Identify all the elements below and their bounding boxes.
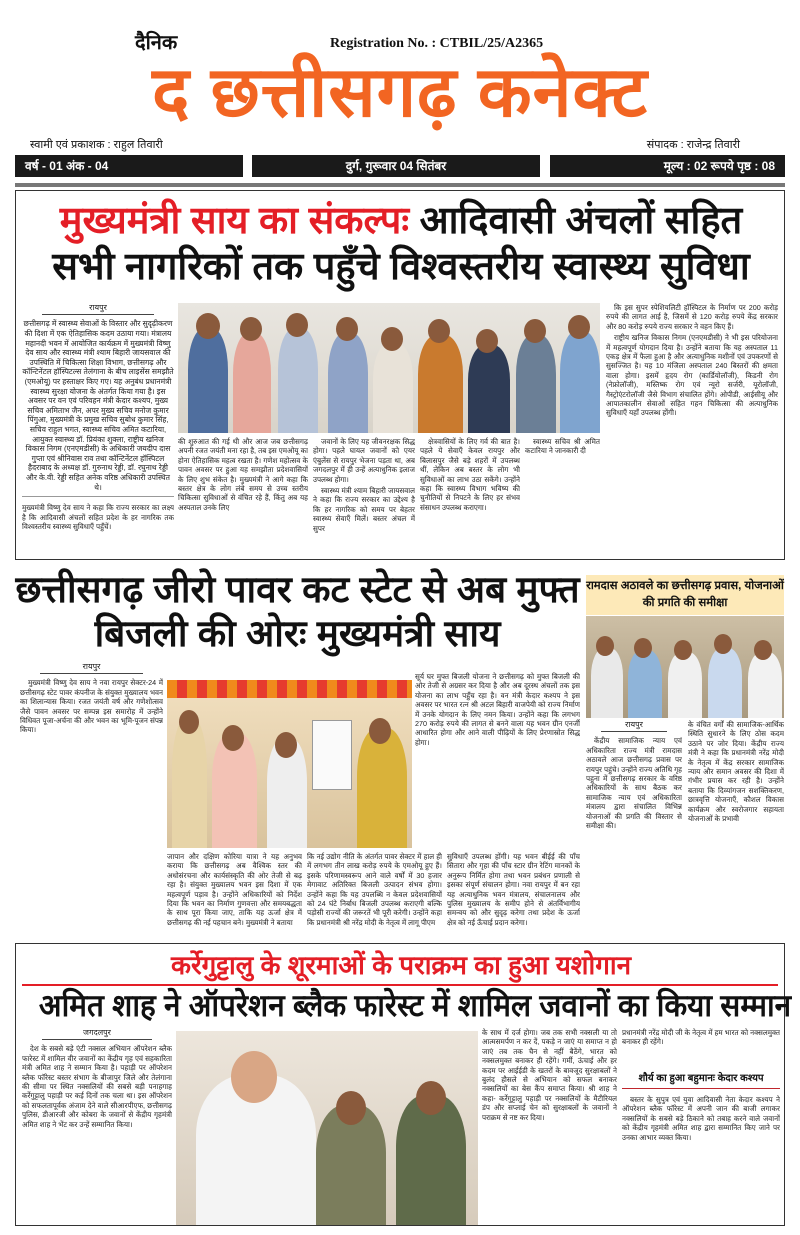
sidebar-title: रामदास अठावले का छत्तीसगढ़ प्रवास, योजनाओं की प्रगति की समीक्षा: [586, 575, 784, 615]
paragraph: स्वास्थ्य मंत्री श्याम बिहारी जायसवाल ने कहा कि राज्य सरकार का उद्देश्य है कि हर नागरिक को समय पर बेहतर स्वास्थ्य सेवाएँ मिलें। बस्तर अंचल में सुपर: [313, 486, 415, 533]
paragraph: कि इस सुपर स्पेशियलिटी हॉस्पिटल के निर्माण पर 200 करोड़ रुपये की लागत आई है, जिसमें से 120 करोड़ रुपये केंद्र सरकार और 80 करोड़ रुपये राज्य सरकार ने वहन किए हैं।: [606, 303, 778, 331]
newspaper-title: द छत्तीसगढ़ कनेक्ट: [152, 53, 648, 131]
paragraph: जवानों के लिए यह जीवनरक्षक सिद्ध होगा। पहले घायल जवानों को एयर एंबुलेंस से रायपुर भेजना पड़ता था, अब जगदलपुर में ही उन्हें अत्याधुनिक इलाज उपलब्ध होगा।: [313, 437, 415, 484]
headline-main: आदिवासी अंचलों सहित सभी नागरिकों तक पहुँचे विश्वस्तरीय स्वास्थ्य सुविधा: [52, 200, 750, 288]
photo-amit-shah-honor: [176, 1031, 478, 1225]
paragraph: केंद्रीय सामाजिक न्याय एवं अधिकारिता राज्य मंत्री रामदास अठावले आज छत्तीसगढ़ प्रवास पर रायपुर पहुंचे। उन्होंने राज्य अतिथि गृह पहुना में छत्तीसगढ़ सरकार के वरिष्ठ अधिकारियों के साथ बैठक कर सामाजिक न्याय एवं अधिकारिता मंत्रालय द्वारा संचालित विभिन्न योजनाओं की प्रगति की विस्तार से समीक्षा की।: [586, 736, 682, 831]
divider: [15, 183, 785, 187]
sidebar-col-2: के वंचित वर्गों की सामाजिक-आर्थिक स्थिति सुधारने के लिए ठोस कदम उठाने पर जोर दिया। केंद्रीय राज्य मंत्री ने कहा कि प्रधानमंत्री नरेंद्र मोदी के नेतृत्व में केंद्र सरकार सामाजिक न्याय और समान अवसर की दिशा में गंभीर प्रयास कर रही है। उन्होंने बताया कि दिव्यांगजन सशक्तिकरण, छात्रवृत्ति योजनाएँ, कौशल विकास कार्यक्रम और स्वरोजगार सहायता योजनाओं के प्रभावी: [688, 720, 784, 824]
story-health-headline: [36, 199, 766, 290]
story-operation: [15, 943, 792, 1226]
dateline: जगदलपुर: [42, 1028, 152, 1040]
dateline: रायपुर: [42, 303, 154, 315]
story-power-left-col: [20, 662, 163, 932]
column-text: सुविधाएँ उपलब्ध होंगी। यह भवन बीईई की पाँच सितारा और गृहा की पाँच स्टार ग्रीन रेटिंग मानकों के अनुरूप निर्मित होगा तथा भवन प्रबंधन प्रणाली से इसका संपूर्ण संचालन होगा। नवा रायपुर में बन रहा यह अत्याधुनिक भवन मंत्रालय, संचालनालय और पुलिस मुख्यालय के समीप होने से अंतर्विभागीय समन्वय को और सुदृढ़ करेगा तथा प्रदेश के ऊर्जा क्षेत्र को नई ऊँचाई प्रदान करेगा।: [447, 852, 580, 927]
dateline: रायपुर: [601, 720, 667, 732]
paragraph: राष्ट्रीय खनिज विकास निगम (एनएमडीसी) ने भी इस परियोजना में महत्वपूर्ण योगदान दिया है। उन्होंने बताया कि यह अस्पताल 11 एकड़ क्षेत्र में फैला हुआ है और अत्याधुनिक मशीनों एवं उपकरणों से सुसज्जित है। यह 10 मंजिला अस्पताल 240 बिस्तरों की क्षमता वाला होगा। इसमें हृदय रोग (कार्डियोलॉजी), किडनी रोग (नेफ्रोलॉजी), मस्तिष्क रोग एवं न्यूरो सर्जरी, यूरोलॉजी, गैस्ट्रोएंटरोलॉजी जैसे विभाग संचालित होंगे। ओपीडी, आईसीयू और आपातकालीन सेवाओं सहित गहन चिकित्सा की अत्याधुनिक सुविधाएँ यहाँ उपलब्ध होंगी।: [606, 333, 778, 418]
paragraph: देश के सबसे बड़े एंटी नक्सल अभियान ऑपरेशन ब्लैक फारेस्ट में शामिल वीर जवानों का केंद्रीय गृह एवं सहकारिता मंत्री अमित शाह ने सम्मान किया है। पहाड़ी पर ऑपरेशन ब्लैक फॉरेस्ट बस्तर संभाग के बीजापुर जिले और तेलंगाना की सीमा पर स्थित नक्सलियों की सबसे बड़ी पनाहगाह कर्रेगुट्टालु पहाड़ी पर कई दिनों तक चला था। इस ऑपरेशन को सफलतापूर्वक अंजाम देने वाले सीआरपीएफ, छत्तीसगढ़ पुलिस, डीआरजी और कोबरा के जवानों से केंद्रीय गृहमंत्री अमित शाह ने भेंट कर उन्हें सम्मानित किया।: [22, 1044, 172, 1129]
subheading: शौर्य का हुआ बहुमानः केदार कश्यप: [622, 1072, 780, 1089]
registration-number: Registration No. : CTBIL/25/A2365: [330, 36, 544, 51]
column-text: [420, 437, 520, 555]
story-operation-mid-col: के साथ में दर्ज होगा। जब तक सभी नक्सली या तो आत्मसमर्पण न कर दें, पकड़े न जाएं या समाप्त न हो जाएं तब तक चैन से नहीं बैठेंगे, भारत को नक्सलमुक्त बनाकर ही रहेंगे। गर्मी, ऊंचाई और हर कदम पर आईईडी के खतरों के बावजूद सुरक्षाबलों ने बुलंद हौसले से अभियान को सफल बनाकर नक्सलियों का बेस कैंप समाप्त किया। श्री शाह ने कहा- कर्रेगुट्टालु पहाड़ी पर नक्सलियों के मैटीरियल डंप और सप्लाई चेन को सुरक्षाबलों के जवानों ने पराक्रम से नष्ट कर दिया।: [482, 1028, 617, 1122]
story-power-right-col: सूर्य घर मुफ्त बिजली योजना ने छत्तीसगढ़ को मुफ्त बिजली की ओर तेजी से अग्रसर कर दिया है और अब दूरस्थ अंचलों तक इस योजना का लाभ पहुँच रहा है। वन मंत्री केदार कश्यप ने इस अवसर पर भारत रत्न श्री अटल बिहारी वाजपेयी को राज्य निर्माण में उनके योगदान के लिए नमन किया। उन्होंने कहा कि लगभग 270 करोड़ रुपये की लागत से बनने वाला यह भवन ग्रीन एनर्जी आधारित होगा और आने वाली पीढ़ियों के लिए प्रेरणास्रोत सिद्ध होगा।: [415, 672, 580, 747]
story-operation-right-col: [622, 1028, 780, 1222]
date-info: दुर्ग, गुरूवार 04 सितंबर: [252, 155, 540, 177]
masthead-prefix: दैनिक: [135, 32, 178, 54]
right-column: [606, 303, 778, 555]
photo-mou-signing: [178, 303, 600, 433]
story-health: [15, 190, 785, 560]
paragraph: क्षेत्रवासियों के लिए गर्व की बात है। पहले ये सेवाएँ केवल रायपुर और बिलासपुर जैसे बड़े शहरों में उपलब्ध थीं, लेकिन अब बस्तर के लोग भी सुविधाओं का लाभ उठा सकेंगे। उन्होंने कहा कि स्वास्थ्य विभाग भविष्य की चुनौतियों से निपटने के लिए हर संभव संसाधन उपलब्ध कराएगा।: [420, 437, 520, 512]
story-operation-kicker: कर्रेगुट्टालु के शूरमाओं के पराक्रम का हुआ यशोगान: [170, 950, 631, 980]
paragraph: मुख्यमंत्री विष्णु देव साय ने नवा रायपुर सेक्टर-24 में छत्तीसगढ़ स्टेट पावर कंपनीज के संयुक्त मुख्यालय भवन का शिलान्यास किया। रजत जयंती वर्ष और गणेशोत्सव जैसे पावन अवसर पर सम्पन्न इस समारोह में उन्होंने विधिवत पूजा-अर्चना की और भवन का भूमि-पूजन संपन्न किया।: [20, 678, 163, 735]
story-operation-headline-wrap: [22, 987, 792, 1025]
column-text: [313, 437, 415, 555]
sidebar-col-1: [586, 720, 682, 932]
paragraph: प्रधानमंत्री नरेंद्र मोदी जी के नेतृत्व में हम भारत को नक्सलमुक्त बनाकर ही रहेंगे।: [622, 1028, 780, 1047]
dateline: रायपुर: [40, 662, 143, 674]
column-text: कि नई उद्योग नीति के अंतर्गत पावर सेक्टर में हाल ही में लगभग तीन लाख करोड़ रुपये के एमओयू हुए हैं। इसके परिणामस्वरूप आने वाले वर्षों में 30 हजार मेगावाट अतिरिक्त बिजली उत्पादन संभव होगा। उन्होंने कहा कि यह उपलब्धि न केवल प्रदेशवासियों को 24 घंटे निर्बाध बिजली उपलब्ध कराएगी बल्कि पड़ोसी राज्यों की जरूरतें भी पूरी करेगी। उन्होंने कहा कि प्रधानमंत्री श्री नरेंद्र मोदी के नेतृत्व में लागू पीएम: [307, 852, 442, 927]
story-operation-kicker-wrap: [26, 950, 776, 981]
kicker-rule: [22, 984, 778, 986]
paragraph: स्वास्थ्य सचिव श्री अमित कटारिया ने जानकारी दी: [525, 437, 600, 456]
lead-paragraph: छत्तीसगढ़ में स्वास्थ्य सेवाओं के विस्तार और सुदृढ़ीकरण की दिशा में एक ऐतिहासिक कदम उठाया गया। मंत्रालय महानदी भवन में आयोजित कार्यक्रम में मुख्यमंत्री विष्णु देव साय और स्वास्थ्य मंत्री श्याम बिहारी जायसवाल की उपस्थिति में चिकित्सा शिक्षा विभाग, छत्तीसगढ़ और कॉन्टिनेंटल हॉस्पिटल्स तेलंगाना के बीच लाइसेंस समझौते (एमओयू) पर हस्ताक्षर किए गए। यह अनुबंध प्रधानमंत्री स्वास्थ्य सुरक्षा योजना के अंतर्गत किया गया है। इस अवसर पर वन एवं परिवहन मंत्री केदार कश्यप, मुख्य सचिव अमिताभ जैन, अपर मुख्य सचिव मनोज कुमार पिंगुआ, मुख्यमंत्री के प्रमुख सचिव सुबोध कुमार सिंह, सचिव राहुल भगत, स्वास्थ्य सचिव अमित कटारिया, आयुक्त स्वास्थ्य डॉ. प्रियंका शुक्ला, राष्ट्रीय खनिज विकास निगम (एनएमडीसी) के अधिकारी जयदीप दास गुप्ता एवं श्रीनिवास राव तथा कॉन्टिनेंटल हॉस्पिटल हैदराबाद के अध्यक्ष डॉ. गुरुनाथ रेड्डी, डॉ. रघुनाथ रेड्डी और के.वी. रेड्डी सहित अनेक वरिष्ठ अधिकारी उपस्थित थे।: [22, 319, 174, 497]
story-health-lead-col: [22, 303, 174, 555]
story-operation-headline: अमित शाह ने ऑपरेशन ब्लैक फारेस्ट में शामिल जवानों का किया सम्मान: [38, 988, 792, 1023]
story-operation-left-col: [22, 1028, 172, 1222]
price-info: मूल्य : 02 रूपये पृष्ठ : 08: [550, 155, 785, 177]
photo-foundation-stone: [167, 680, 412, 848]
issue-info: वर्ष - 01 अंक - 04: [15, 155, 243, 177]
column-text: [525, 437, 600, 555]
column-text: जापान और दक्षिण कोरिया यात्रा ने यह अनुभव कराया कि छत्तीसगढ़ अब वैश्विक स्तर की अधोसंरचना और कार्यसंस्कृति की ओर तेजी से बढ़ रहा है। संयुक्त मुख्यालय भवन इस दिशा में एक महत्वपूर्ण पड़ाव है। उन्होंने अधिकारियों को निर्देश दिया कि भवन का निर्माण गुणवत्ता और समयबद्धता के साथ पूरा किया जाए, ताकि यह ऊर्जा क्षेत्र में छत्तीसगढ़ की नई पहचान बने। मुख्यमंत्री ने बताया: [167, 852, 302, 927]
photo-athawale-meeting: [586, 616, 784, 718]
editor: संपादक : राजेन्द्र तिवारी: [646, 139, 740, 151]
story-power-headline: छत्तीसगढ़ जीरो पावर कट स्टेट से अब मुफ्त बिजली की ओरः मुख्यमंत्री साय: [15, 569, 580, 654]
owner-publisher: स्वामी एवं प्रकाशक : राहुल तिवारी: [30, 139, 163, 151]
column-text: की शुरुआत की गई थी और आज जब छत्तीसगढ़ अपनी रजत जयंती मना रहा है, तब इस एमओयू का होना ऐतिहासिक महत्व रखता है। गणेश महोत्सव के पावन अवसर पर हुआ यह समझौता प्रदेशवासियों के लिए शुभ संकेत है। मुख्यमंत्री ने आगे कहा कि बस्तर क्षेत्र के लोग लंबे समय से उच्च स्तरीय चिकित्सा सुविधाओं से वंचित रहे हैं, किंतु अब यह अस्पताल उनके लिए: [178, 437, 308, 512]
paragraph: मुख्यमंत्री विष्णु देव साय ने कहा कि राज्य सरकार का लक्ष्य है कि आदिवासी अंचलों सहित प्रदेश के हर नागरिक तक विश्वस्तरीय स्वास्थ्य सुविधाएँ पहुँचें।: [22, 503, 174, 531]
headline-highlight: मुख्यमंत्री साय का संकल्पः: [59, 200, 410, 242]
paragraph: बस्तर के सुपुत्र एवं युवा आदिवासी नेता केदार कश्यप ने ऑपरेशन ब्लैक फॉरेस्ट में अपनी जान की बाजी लगाकर नक्सलियों के सबसे बड़े ठिकाने को तबाह करने वाले जवानों को केंद्रीय गृहमंत्री अमित शाह द्वारा सम्मानित किए जाने पर उनका आभार व्यक्त किया।: [622, 1095, 780, 1142]
